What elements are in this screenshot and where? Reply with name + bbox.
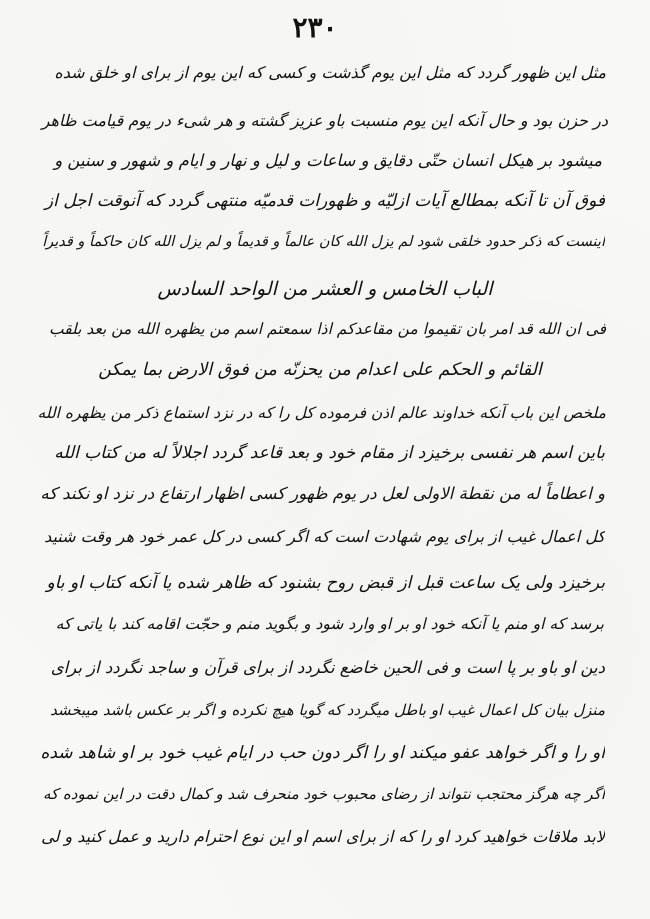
chapter-heading: الباب الخامس و العشر من الواحد السادس	[157, 278, 493, 300]
text-line: کل اعمال غیب از برای یوم شهادت است که اگر کسی در کل عمر خود هر وقت شنید	[44, 527, 605, 546]
text-line: اگر چه هرگز محتجب نتواند از رضای محبوب خود منحرف شد و کمال دقت در این نموده که	[42, 785, 605, 803]
text-line: اینست که ذکر حدود خلقی شود لم یزل الله کان عالماً و قدیماً و لم یزل الله کان حاکماً و قدیراً	[42, 234, 605, 250]
text-line: لابد ملاقات خواهید کرد او را که از برای اسم او این نوع احترام دارید و عمل کنید و لی	[41, 827, 605, 846]
text-line: در حزن بود و حال آنکه این یوم منسبت باو عزیز گشته و هر شیء در یوم قیامت ظاهر	[41, 111, 608, 130]
text-line: منزل بیان کل اعمال غیب او باطل میگردد که گویا هیچ نکرده و اگر بر عکس باشد میبخشد	[50, 701, 605, 719]
text-line: برخیزد ولی یک ساعت قبل از قبض روح بشنود که ظاهر شده یا آنکه کتاب او باو	[46, 573, 605, 593]
text-line: برسد که او منم یا آنکه خود او بر او وارد شود و بگوید منم و حجّت اقامه کند با یاتی که	[55, 615, 604, 633]
text-line: مثل این ظهور گردد که مثل این یوم گذشت و کسی که این یوم از برای او خلق شده	[54, 63, 606, 82]
text-line: او را و اگر خواهد عفو میکند او را اگر دون حب در ایام غیب خود بر او شاهد شده	[40, 743, 605, 763]
text-line: میشود بر هیکل انسان حتّی دقایق و ساعات و لیل و نهار و ایام و شهور و سنین و	[54, 151, 602, 170]
text-line: باین اسم هر نفسی برخیزد از مقام خود و بعد قاعد گردد اجلالاً له من کتاب الله	[54, 443, 605, 463]
text-line: و اعطاماً له من نقطة الاولی لعل در یوم ظهور کسی اظهار ارتفاع در نزد او نکند که	[40, 484, 605, 503]
page-number: ۲۳۰	[292, 11, 338, 44]
text-line: ملخص این باب آنکه خداوند عالم اذن فرموده کل را که در نزد استماع ذکر من یظهره الله	[38, 404, 606, 422]
text-line: فوق آن تا آنکه بمطالع آیات ازلیّه و ظهورات قدمیّه منتهی گردد که آنوقت اجل از	[44, 191, 605, 211]
text-line: دین او باو بر پا است و فی الحین خاضع نگردد از برای قرآن و ساجد نگردد از برای	[50, 658, 605, 677]
text-line: فی ان الله قد امر بان تقیموا من مقاعدکم اذا سمعتم اسم من یظهره الله من بعد بلقب	[48, 320, 606, 338]
chapter-subheading: القائم و الحکم علی اعدام من یحزنّه من فوق الارض بما یمکن	[98, 360, 542, 380]
